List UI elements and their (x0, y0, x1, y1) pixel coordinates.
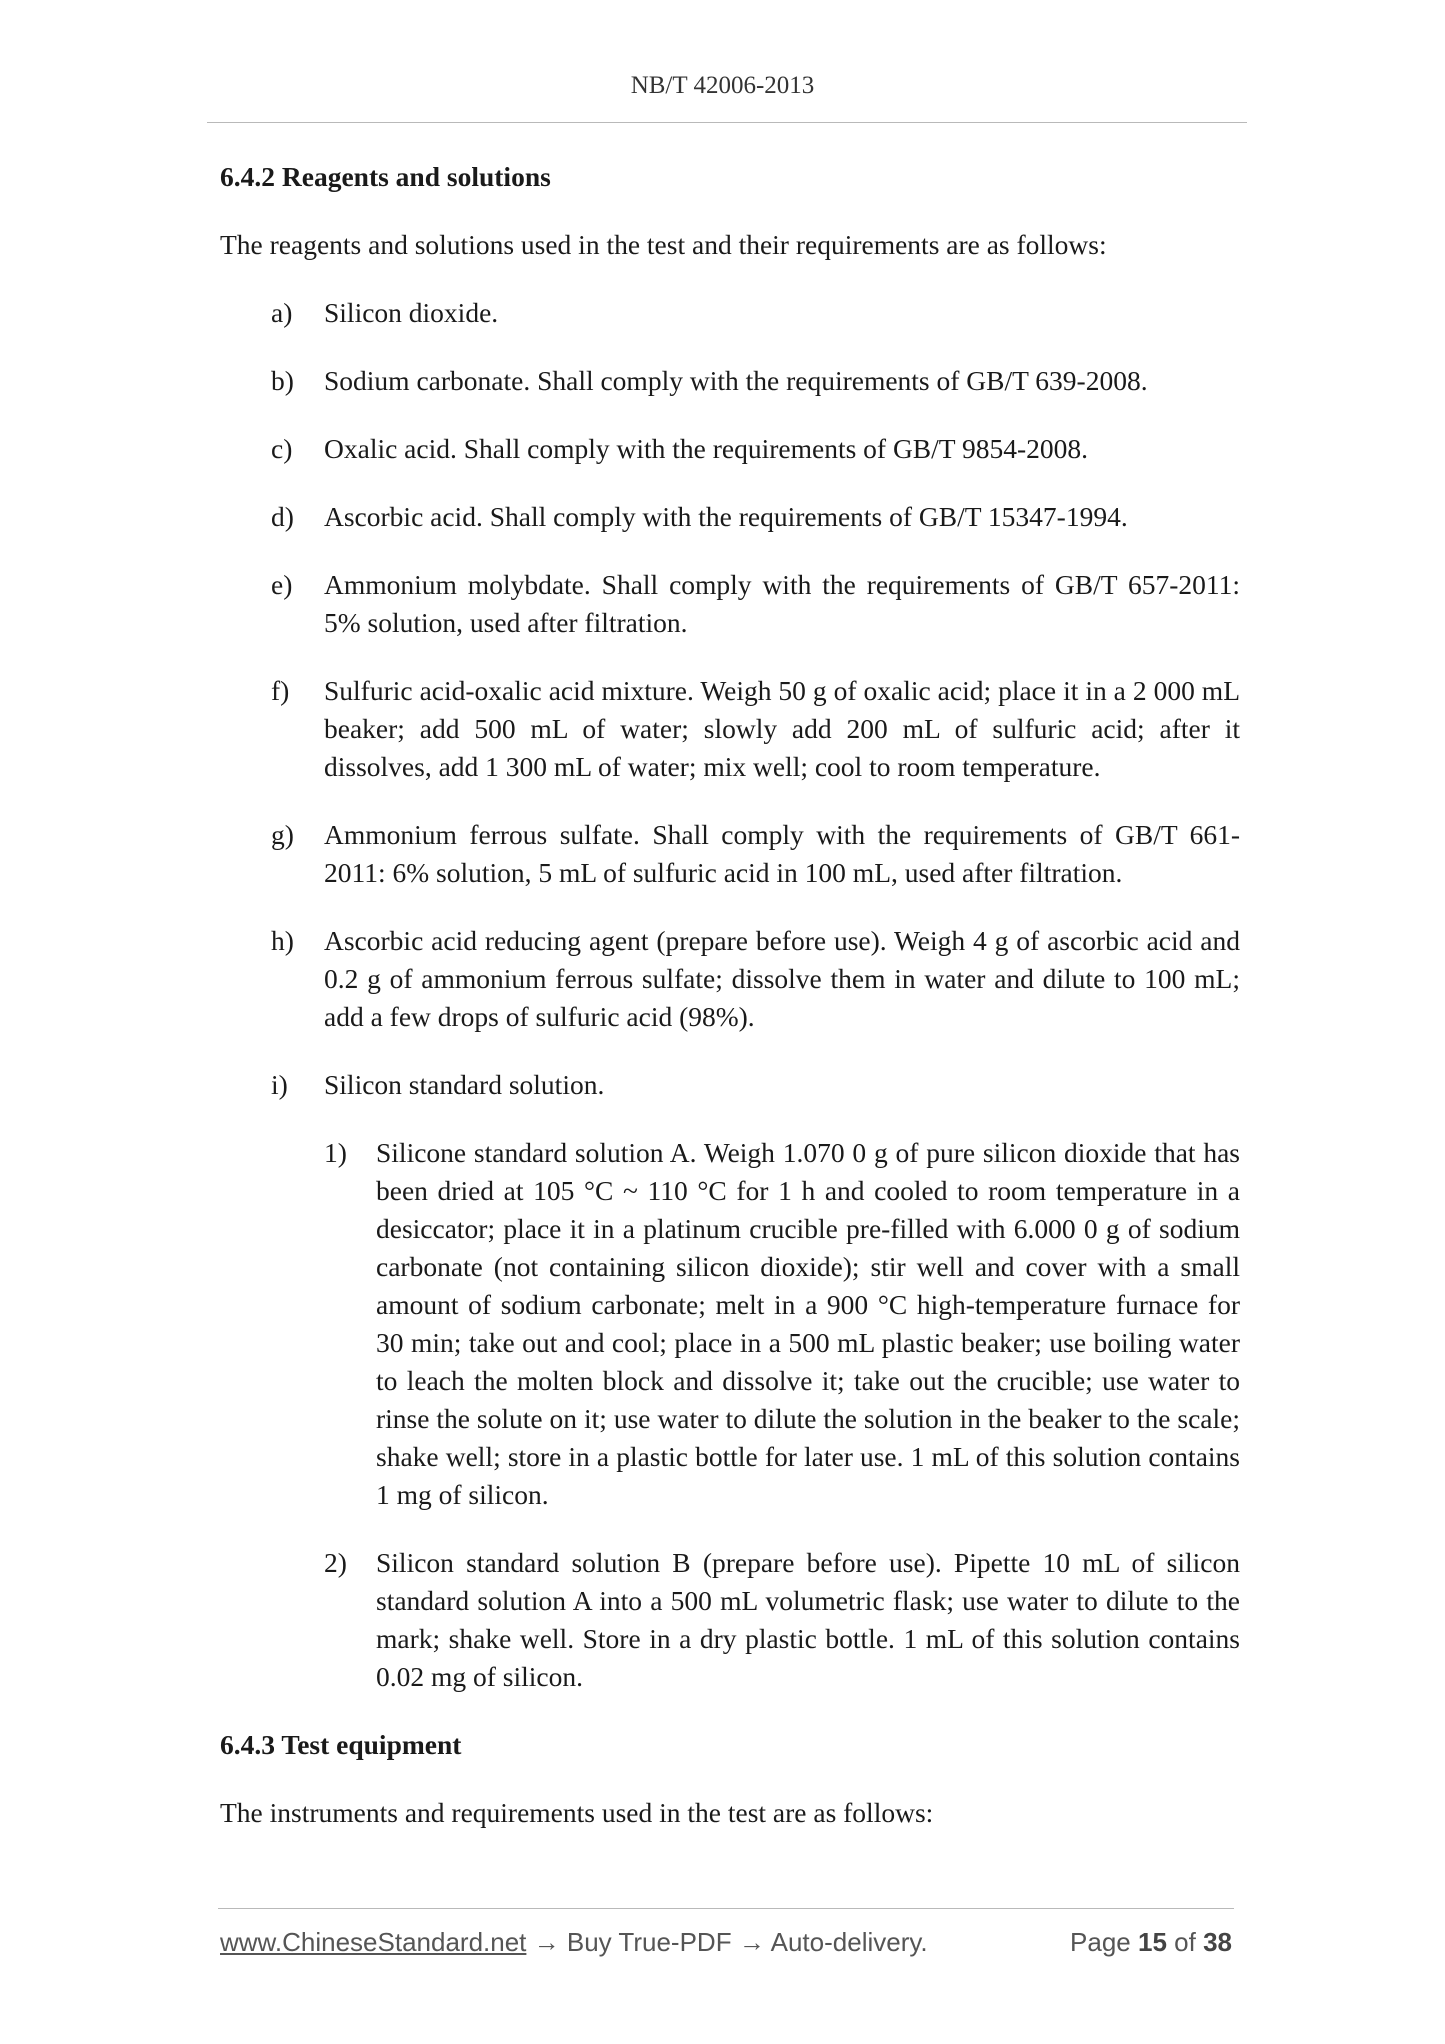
list-item (220, 672, 1240, 786)
list-item (220, 294, 1240, 332)
page-indicator (1070, 1927, 1232, 1958)
section-intro-6-4-3: The instruments and requirements used in the test are as follows: (220, 1797, 934, 1828)
footer-divider (218, 1908, 1234, 1909)
delivery-text: Auto-delivery. (770, 1927, 928, 1957)
list-item (220, 816, 1240, 892)
list-item-text: Ammonium ferrous sulfate. Shall comply with the requirements of GB/T 661-2011: 6% solution, 5 mL of sulfuric acid in 100 mL, used after filtration. (324, 819, 1240, 888)
list-marker: b) (271, 365, 294, 396)
list-item (220, 498, 1240, 536)
section-heading-6-4-2: 6.4.2 Reagents and solutions (220, 161, 551, 192)
page-content (220, 158, 1240, 1832)
list-marker: f) (271, 675, 290, 706)
sublist-item (220, 1134, 1240, 1514)
list-item (220, 362, 1240, 400)
list-item (220, 922, 1240, 1036)
website-link[interactable]: www.ChineseStandard.net (220, 1927, 527, 1957)
list-item (220, 1066, 1240, 1104)
list-item-text: Silicon dioxide. (324, 297, 499, 328)
list-item-text: Ammonium molybdate. Shall comply with the requirements of GB/T 657-2011: 5% solution, used after filtration. (324, 569, 1240, 638)
of-label: of (1174, 1927, 1196, 1957)
section-heading-6-4-3: 6.4.3 Test equipment (220, 1729, 462, 1760)
list-marker: e) (271, 569, 293, 600)
arrow-right-icon: → (533, 1927, 560, 1957)
list-marker: h) (271, 925, 294, 956)
sublist-item-text: Silicone standard solution A. Weigh 1.070 0 g of pure silicon dioxide that has been dried at 105 °C ~ 110 °C for 1 h and cooled to room temperature in a desiccator; place it in a platinum crucible pre-filled with 6.000 0 g of sodium carbonate (not containing silicon dioxide); stir well and cover with a small amount of sodium carbonate; melt in a 900 °C high-temperature furnace for 30 min; take out and cool; place in a 500 mL plastic beaker; use boiling water to leach the molten block and dissolve it; take out the crucible; use water to rinse the solute on it; use water to dilute the solution in the beaker to the scale; shake well; store in a plastic bottle for later use. 1 mL of this solution contains 1 mg of silicon. (376, 1137, 1240, 1510)
page-number: 15 (1138, 1927, 1167, 1957)
list-item-text: Sulfuric acid-oxalic acid mixture. Weigh 50 g of oxalic acid; place it in a 2 000 mL beaker; add 500 mL of water; slowly add 200 mL of sulfuric acid; after it dissolves, add 1 300 mL of water; mix well; cool to room temperature. (324, 675, 1240, 782)
reagent-list (220, 294, 1240, 1104)
list-marker: d) (271, 501, 294, 532)
list-item (220, 430, 1240, 468)
buy-text: Buy True-PDF (566, 1927, 732, 1957)
footer-promo (220, 1927, 928, 1958)
list-item-text: Oxalic acid. Shall comply with the requirements of GB/T 9854-2008. (324, 433, 1088, 464)
section-intro-6-4-2: The reagents and solutions used in the test and their requirements are as follows: (220, 229, 1107, 260)
list-item-text: Silicon standard solution. (324, 1069, 605, 1100)
list-item (220, 566, 1240, 642)
list-marker: g) (271, 819, 294, 850)
list-marker: c) (271, 433, 293, 464)
page-label: Page (1070, 1927, 1131, 1957)
list-item-text: Ascorbic acid. Shall comply with the requirements of GB/T 15347-1994. (324, 501, 1128, 532)
arrow-right-icon: → (738, 1927, 765, 1957)
sublist-item-text: Silicon standard solution B (prepare before use). Pipette 10 mL of silicon standard solution A into a 500 mL volumetric flask; use water to dilute to the mark; shake well. Store in a dry plastic bottle. 1 mL of this solution contains 0.02 mg of silicon. (376, 1547, 1240, 1692)
list-marker: i) (271, 1069, 288, 1100)
sublist-marker: 2) (324, 1547, 347, 1578)
page-footer (220, 1927, 1232, 1961)
sublist-marker: 1) (324, 1137, 347, 1168)
list-item-text: Ascorbic acid reducing agent (prepare before use). Weigh 4 g of ascorbic acid and 0.2 g of ammonium ferrous sulfate; dissolve them in water and dilute to 100 mL; add a few drops of sulfuric acid (98%). (324, 925, 1240, 1032)
silicon-standard-sublist (220, 1134, 1240, 1696)
page-total: 38 (1203, 1927, 1232, 1957)
list-item-text: Sodium carbonate. Shall comply with the requirements of GB/T 639-2008. (324, 365, 1148, 396)
document-code: NB/T 42006-2013 (630, 72, 815, 99)
sublist-item (220, 1544, 1240, 1696)
list-marker: a) (271, 297, 293, 328)
header-divider (207, 122, 1247, 123)
